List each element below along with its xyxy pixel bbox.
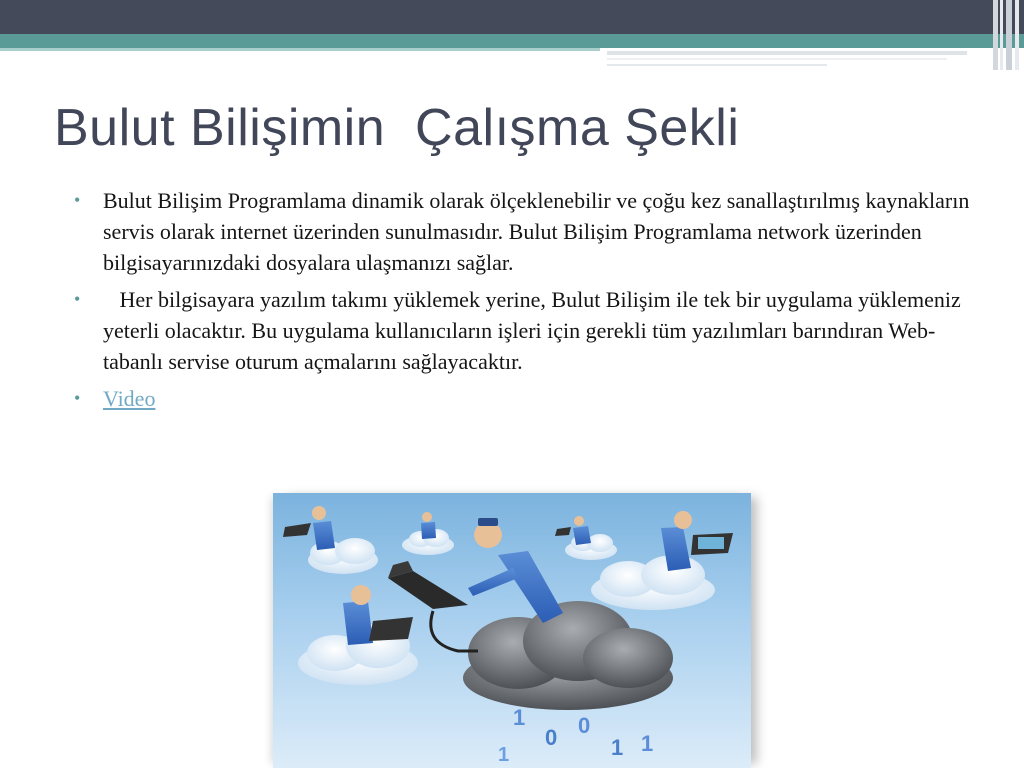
user-figure-icon <box>283 506 335 550</box>
header-accent-band <box>0 34 1024 48</box>
header-bar <box>0 0 1024 34</box>
cloud-computing-illustration <box>273 493 751 768</box>
bullet-text: Her bilgisayara yazılım takımı yüklemek yerine, Bulut Bilişim ile tek bir uygulama yüklemeniz yeterli olacaktır. Bu uygulama kullanıcıların işleri için gerekli tüm yazılımları barındıran Web-tabanlı servise oturum açmalarını sağlayacaktır. <box>103 287 967 374</box>
bullet-dot-icon: • <box>74 388 81 408</box>
video-link[interactable]: Video <box>103 386 156 411</box>
binary-digit: 1 <box>641 731 654 756</box>
cloud-illustration-svg <box>273 493 751 768</box>
binary-digit: 1 <box>611 735 624 760</box>
bullet-dot-icon: • <box>74 289 81 309</box>
dark-cloud-icon <box>463 601 673 710</box>
bullet-text: Bulut Bilişim Programlama dinamik olarak ölçeklenebilir ve çoğu kez sanallaştırılmış kaynakların servis olarak internet üzerinden sunulmasıdır. Bulut Bilişim Programlama network üzerinden bilgisayarınızdaki dosyalara ulaşmanızı sağlar. <box>103 188 975 275</box>
binary-digit: 0 <box>578 713 591 738</box>
binary-digit: 1 <box>498 744 510 766</box>
header-accent-line <box>0 48 600 51</box>
slide-title: Bulut Bilişimin Çalışma Şekli <box>54 99 740 157</box>
binary-digit: 0 <box>545 725 558 750</box>
bullet-item <box>74 383 983 414</box>
cloud-icon <box>565 534 617 560</box>
header-stripe <box>1006 0 1012 70</box>
header-light-line <box>607 64 827 66</box>
header-light-line <box>607 51 967 55</box>
user-figure-icon <box>421 512 436 539</box>
header-light-line <box>607 58 947 60</box>
cloud-icon <box>591 555 715 610</box>
bullet-list <box>74 185 983 420</box>
user-figure-icon <box>343 585 413 645</box>
bullet-item <box>74 185 983 278</box>
bullet-dot-icon: • <box>74 190 81 210</box>
bullet-item <box>74 284 983 377</box>
binary-digit: 1 <box>513 705 526 730</box>
header-stripe <box>1015 0 1019 70</box>
header-stripe <box>993 0 998 70</box>
header-stripe <box>1000 0 1003 70</box>
